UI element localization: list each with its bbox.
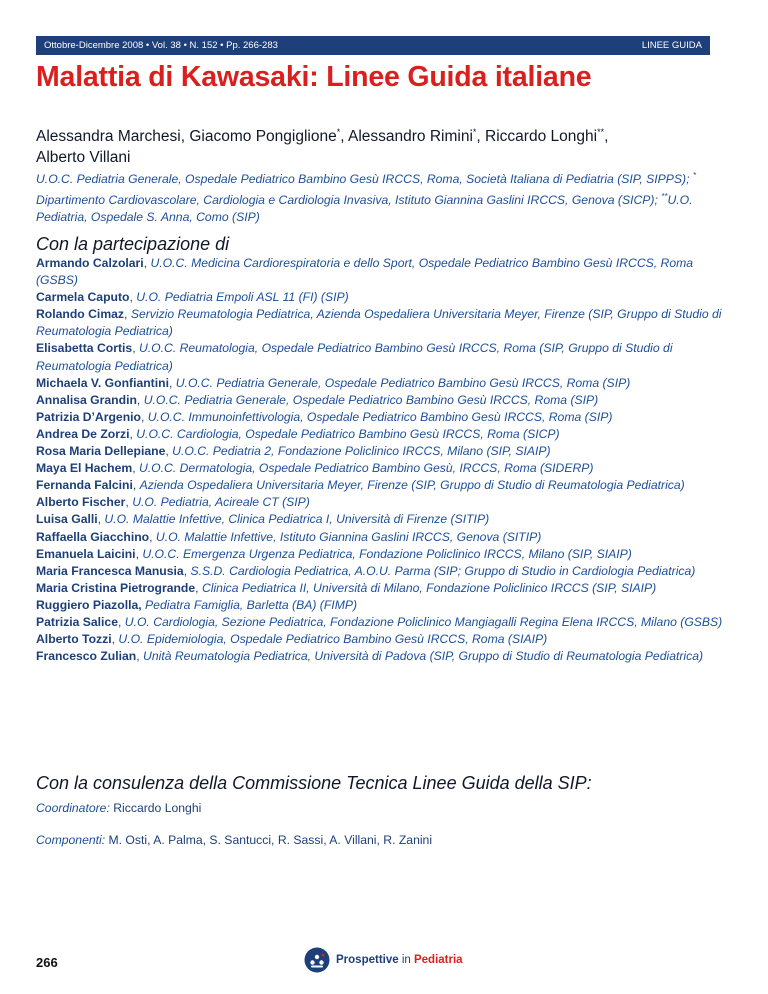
participant-entry: Raffaella Giacchino, U.O. Malattie Infettive, Istituto Giannina Gaslini IRCCS, Genova (SITIP): [36, 529, 542, 544]
participant-name: Alberto Fischer: [36, 495, 126, 510]
participant-affiliation: U.O.C. Immunoinfettivologia, Ospedale Pediatrico Bambino Gesù IRCCS, Roma (SIP): [147, 409, 613, 424]
coordinator-line: [36, 800, 726, 816]
participant-affiliation: U.O.C. Dermatologia, Ospedale Pediatrico Bambino Gesù, IRCCS, Roma (SIDERP): [138, 461, 594, 476]
participant-affiliation: S.S.D. Cardiologia Pediatrica, A.O.U. Parma (SIP; Gruppo di Studio in Cardiologia Pediatrica): [190, 563, 696, 578]
participant-affiliation: U.O. Cardiologia, Sezione Pediatrica, Fondazione Policlinico Mangiagalli Regina Elena IRCCS, Milano (GSBS): [124, 614, 723, 629]
participant-affiliation: U.O. Malattie Infettive, Clinica Pediatrica I, Università di Firenze (SITIP): [104, 512, 490, 527]
participant-name: Michaela V. Gonfiantini: [36, 375, 169, 390]
participant-affiliation: U.O.C. Medicina Cardiorespiratoria e dello Sport, Ospedale Pediatrico Bambino Gesù IRCCS, Roma (GSBS): [36, 256, 694, 288]
participant-entry: Luisa Galli, U.O. Malattie Infettive, Clinica Pediatrica I, Università di Firenze (SITIP): [36, 512, 490, 527]
affiliation-mark: **: [661, 192, 668, 202]
participant-affiliation: Azienda Ospedaliera Universitaria Meyer, Firenze (SIP, Gruppo di Studio di Reumatologia Pediatrica): [139, 478, 685, 493]
journal-logo: [304, 947, 463, 973]
participant-entry: Rosa Maria Dellepiane, U.O.C. Pediatria 2, Fondazione Policlinico IRCCS, Milano (SIP, SIAIP): [36, 444, 551, 459]
affiliation-1: Dipartimento Cardiovascolare, Cardiologia e Cardiologia Invasiva, Istituto Giannina Gaslini IRCCS, Genova (SICP);: [36, 193, 658, 208]
participant-name: Rosa Maria Dellepiane: [36, 444, 166, 459]
participant-affiliation: U.O. Malattie Infettive, Istituto Giannina Gaslini IRCCS, Genova (SITIP): [155, 529, 542, 544]
affiliation-main: U.O.C. Pediatria Generale, Ospedale Pediatrico Bambino Gesù IRCCS, Roma, Società Italiana di Pediatria (SIP, SIPPS);: [36, 172, 690, 187]
participant-entry: Francesco Zulian, Unità Reumatologia Pediatrica, Università di Padova (SIP, Gruppo di Studio di Reumatologia Pediatrica): [36, 649, 704, 664]
author: Alessandro Rimini: [347, 128, 473, 146]
author-mark: **: [597, 127, 605, 137]
participant-affiliation: U.O.C. Pediatria 2, Fondazione Policlinico IRCCS, Milano (SIP, SIAIP): [172, 444, 551, 459]
participant-affiliation: U.O.C. Reumatologia, Ospedale Pediatrico Bambino Gesù IRCCS, Roma (SIP, Gruppo di Studio di Reumatologia Pediatrica): [36, 341, 673, 373]
participant-entry: Alberto Fischer, U.O. Pediatria, Acireale CT (SIP): [36, 495, 310, 510]
participants-list: [36, 255, 726, 665]
article-title: Malattia di Kawasaki: Linee Guida italiane: [36, 61, 592, 93]
participant-affiliation: U.O. Epidemiologia, Ospedale Pediatrico Bambino Gesù IRCCS, Roma (SIAIP): [118, 632, 548, 647]
participant-name: Maria Francesca Manusia: [36, 563, 184, 578]
participant-entry: Alberto Tozzi, U.O. Epidemiologia, Ospedale Pediatrico Bambino Gesù IRCCS, Roma (SIAIP): [36, 632, 548, 647]
journal-name: Prospettive in Pediatria: [336, 954, 463, 966]
participant-entry: Elisabetta Cortis, U.O.C. Reumatologia, Ospedale Pediatrico Bambino Gesù IRCCS, Roma (SIP, Gruppo di Studio di Reumatologia Pediatrica): [36, 341, 673, 373]
author: Alberto Villani: [36, 149, 131, 167]
author-mark: *: [336, 127, 341, 137]
coordinator-label: Coordinatore:: [36, 801, 110, 815]
participant-name: Raffaella Giacchino: [36, 529, 150, 544]
participant-affiliation: Clinica Pediatrica II, Università di Milano, Fondazione Policlinico IRCCS (SIP, SIAIP): [201, 580, 657, 595]
header-bar: [36, 36, 710, 55]
participant-name: Patrizia Salice: [36, 614, 118, 629]
author-affiliations: [36, 167, 726, 226]
participant-entry: Emanuela Laicini, U.O.C. Emergenza Urgenza Pediatrica, Fondazione Policlinico IRCCS, Milano (SIP, SIAIP): [36, 546, 632, 561]
affiliation-mark: *: [692, 171, 696, 180]
participant-affiliation: Pediatra Famiglia, Barletta (BA) (FIMP): [145, 597, 358, 612]
participant-name: Armando Calzolari: [36, 256, 144, 270]
participant-affiliation: Servizio Reumatologia Pediatrica, Azienda Ospedaliera Universitaria Meyer, Firenze (SIP, Gruppo di Studio di Reumatologia Pediatrica): [36, 307, 722, 339]
coordinator-name: Riccardo Longhi: [113, 801, 202, 815]
participant-name: Fernanda Falcini: [36, 478, 133, 493]
participant-entry: Rolando Cimaz, Servizio Reumatologia Pediatrica, Azienda Ospedaliera Universitaria Meyer, Firenze (SIP, Gruppo di Studio di Reumatologia Pediatrica): [36, 307, 722, 339]
section-label: LINEE GUIDA: [641, 40, 702, 51]
participant-entry: Maria Cristina Pietrogrande, Clinica Pediatrica II, Università di Milano, Fondazione Policlinico IRCCS (SIP, SIAIP): [36, 580, 657, 595]
participant-affiliation: U.O. Pediatria, Acireale CT (SIP): [132, 495, 310, 510]
participant-name: Emanuela Laicini: [36, 546, 136, 561]
participant-name: Maria Cristina Pietrogrande: [36, 580, 196, 595]
page-number: 266: [36, 955, 58, 970]
participant-entry: Carmela Caputo, U.O. Pediatria Empoli ASL 11 (FI) (SIP): [36, 290, 349, 305]
participant-entry: [36, 597, 726, 614]
journal-logo-icon: [304, 947, 330, 973]
participant-entry: Andrea De Zorzi, U.O.C. Cardiologia, Ospedale Pediatrico Bambino Gesù IRCCS, Roma (SICP): [36, 426, 560, 441]
participants-heading: Con la partecipazione di: [36, 234, 230, 254]
participant-entry: Fernanda Falcini, Azienda Ospedaliera Universitaria Meyer, Firenze (SIP, Gruppo di Studio di Reumatologia Pediatrica): [36, 478, 685, 493]
members-line: [36, 832, 726, 848]
participant-name: Carmela Caputo: [36, 290, 130, 305]
participant-entry: Maria Francesca Manusia, S.S.D. Cardiologia Pediatrica, A.O.U. Parma (SIP; Gruppo di Studio in Cardiologia Pediatrica): [36, 563, 696, 578]
participant-affiliation: U.O.C. Emergenza Urgenza Pediatrica, Fondazione Policlinico IRCCS, Milano (SIP, SIAIP): [142, 546, 632, 561]
members-label: Componenti:: [36, 833, 106, 847]
author: Riccardo Longhi: [485, 128, 598, 146]
participant-entry: Maya El Hachem, U.O.C. Dermatologia, Ospedale Pediatrico Bambino Gesù, IRCCS, Roma (SIDERP): [36, 461, 594, 476]
participant-affiliation: U.O.C. Pediatria Generale, Ospedale Pediatrico Bambino Gesù IRCCS, Roma (SIP): [143, 392, 599, 407]
journal-citation: Ottobre-Dicembre 2008 • Vol. 38 • N. 152 • Pp. 266-283: [44, 40, 278, 51]
participant-affiliation: Unità Reumatologia Pediatrica, Università di Padova (SIP, Gruppo di Studio di Reumatologia Pediatrica): [143, 649, 704, 664]
participant-entry: Michaela V. Gonfiantini, U.O.C. Pediatria Generale, Ospedale Pediatrico Bambino Gesù IRCCS, Roma (SIP): [36, 375, 631, 390]
author: Giacomo Pongiglione: [189, 128, 337, 146]
participant-name: Maya El Hachem: [36, 461, 133, 476]
participant-entry: Armando Calzolari, U.O.C. Medicina Cardiorespiratoria e dello Sport, Ospedale Pediatrico Bambino Gesù IRCCS, Roma (GSBS): [36, 256, 694, 288]
participant-name: Rolando Cimaz: [36, 307, 125, 322]
participant-affiliation: U.O.C. Cardiologia, Ospedale Pediatrico Bambino Gesù IRCCS, Roma (SICP): [136, 426, 560, 441]
participant-name: Alberto Tozzi: [36, 632, 112, 647]
participant-name: Andrea De Zorzi: [36, 426, 130, 441]
participant-name: Annalisa Grandin: [36, 392, 137, 407]
participant-name: Elisabetta Cortis: [36, 341, 133, 356]
participant-name: Patrizia D’Argenio: [36, 409, 141, 424]
author-list: Alessandra Marchesi, Giacomo Pongiglione*, Alessandro Rimini*, Riccardo Longhi**, Alberto Villani: [36, 127, 609, 167]
participant-entry: Patrizia D’Argenio, U.O.C. Immunoinfettivologia, Ospedale Pediatrico Bambino Gesù IRCCS, Roma (SIP): [36, 409, 613, 424]
author: Alessandra Marchesi: [36, 128, 181, 146]
participant-name: Francesco Zulian: [36, 649, 137, 664]
participant-entry: Patrizia Salice, U.O. Cardiologia, Sezione Pediatrica, Fondazione Policlinico Mangiagalli Regina Elena IRCCS, Milano (GSBS): [36, 614, 723, 629]
participant-affiliation: U.O. Pediatria Empoli ASL 11 (FI) (SIP): [136, 290, 349, 305]
participant-entry: Annalisa Grandin, U.O.C. Pediatria Generale, Ospedale Pediatrico Bambino Gesù IRCCS, Roma (SIP): [36, 392, 599, 407]
participant-name: Luisa Galli: [36, 512, 98, 527]
author-mark: *: [472, 127, 477, 137]
participant-affiliation: U.O.C. Pediatria Generale, Ospedale Pediatrico Bambino Gesù IRCCS, Roma (SIP): [175, 375, 631, 390]
affiliation-2: U.O. Pediatria, Ospedale S. Anna, Como (SIP): [36, 193, 693, 225]
members-names: M. Osti, A. Palma, S. Santucci, R. Sassi, A. Villani, R. Zanini: [108, 833, 433, 847]
consultation-heading: Con la consulenza della Commissione Tecnica Linee Guida della SIP:: [36, 773, 592, 793]
participant-name: Ruggiero Piazolla,: [36, 597, 142, 612]
